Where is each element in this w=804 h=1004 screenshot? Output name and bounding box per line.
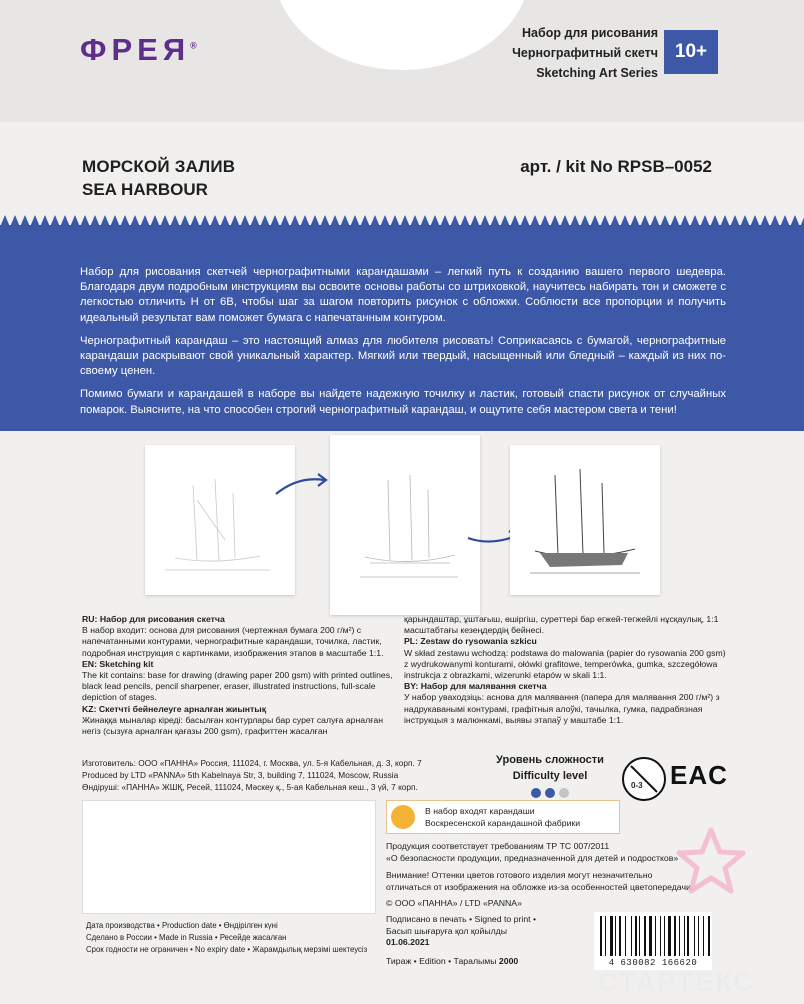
contents-ru-heading: RU: Набор для рисования скетча <box>82 614 225 624</box>
barcode-bar <box>664 916 665 956</box>
pencil-note-line-1: В набор входят карандаши <box>425 806 535 816</box>
difficulty-dot-filled <box>545 788 555 798</box>
compliance-line-1: Продукция соответствует требованиям ТР ТС 007/2011 <box>386 841 610 851</box>
contents-kz-heading: KZ: Скетчті бейнелеуге арналған жиынтық <box>82 703 267 714</box>
arrow-icon-1 <box>272 470 332 500</box>
signed-to-print-kz: Басып шығаруға қол қойылды <box>386 925 507 936</box>
compliance-info <box>386 841 726 910</box>
product-title-ru: МОРСКОЙ ЗАЛИВ <box>82 157 236 176</box>
contents-by-heading: BY: Набор для малявання скетча <box>404 681 547 692</box>
contents-by-text: У набор уваходзіць: аснова для малявання (папера для малявання 200 г/м²) з надрукаванымі контурамі, графітныя алоўкі, тачылка, гумка, падрабязная інструкцыя з малюнкамі, выявы этапаў у маштабе 1:1. <box>404 692 720 725</box>
pencil-factory-text <box>425 805 580 829</box>
print-date: 01.06.2021 <box>386 937 430 947</box>
product-title-en: SEA HARBOUR <box>82 180 208 199</box>
contents-pl-heading: PL: Zestaw do rysowania szkicu <box>404 636 537 647</box>
expiry-label: Срок годности не ограничен • No expiry date • Жарамдылық мерзімі шектеусіз <box>86 945 368 954</box>
contents-en-text: The kit contains: base for drawing (drawing paper 200 gsm) with printed outlines, black lead pencils, pencil sharpener, eraser, illustrated instructions, full-scale depiction of stages. <box>82 670 393 703</box>
barcode-bar <box>655 916 656 956</box>
contents-kz-text: Жинаққа мыналар кіреді: басылған контурлары бар сурет салуға арналған негіз (сызуға арналған қағазы 200 gsm), графиттен жасалған <box>82 714 383 737</box>
edition-info <box>386 956 586 968</box>
description-paragraph-3: Помимо бумаги и карандашей в наборе вы найдете надежную точилку и ластик, готовый спасти рисунок от случайных помарок. Выясните, на что способен строгий чернографитный карандаш, и ощутите себя мастером света и тени! <box>80 388 726 416</box>
series-line-2: Чернографитный скетч <box>512 46 658 60</box>
age-0-3-warning-icon <box>622 757 666 801</box>
barcode-bar <box>703 916 704 956</box>
age-badge: 10+ <box>664 30 718 74</box>
sketch-stage-3 <box>510 445 660 595</box>
difficulty-label-en: Difficulty level <box>512 770 588 782</box>
contents-en-heading: EN: Sketching kit <box>82 658 154 669</box>
watermark-text: СТАРТЕКС <box>598 967 755 997</box>
manufacturer-info <box>82 757 482 793</box>
barcode-bar <box>625 916 626 956</box>
description-paragraph-1: Набор для рисования скетчей чернографитными карандашами – легкий путь к созданию вашего первого шедевра. Благодаря двум подробным инструкциям вы освоите основы работы со штриховкой, научитесь набирать тон и сможете с легкостью отличить H от 6B, чтобы шаг за шагом повторить рисунок с обложки. Соблюсти все пропорции и получить идеальный результат вам поможет бумага с напечатанным контуром. <box>80 266 726 324</box>
print-info <box>386 914 586 967</box>
description-paragraph-2: Чернографитный карандаш – это настоящий алмаз для любителя рисовать! Соприкасаясь с бумагой, чернографитные карандаши раскрывают свой уникальный характер. Мягкий или твердый, насыщенный или бледный – каждый из них по-своему ценен. <box>80 334 726 378</box>
barcode-bar <box>605 916 606 956</box>
barcode-bar <box>660 916 661 956</box>
signed-to-print-label: Подписано в печать • Signed to print • <box>386 914 537 924</box>
edition-count: 2000 <box>498 955 519 966</box>
difficulty-dot-filled <box>531 788 541 798</box>
barcode-bar <box>649 916 652 956</box>
barcode-bar <box>610 916 613 956</box>
barcode-number: 4 630082 166620 <box>608 958 698 968</box>
series-line-1: Набор для рисования <box>522 26 658 40</box>
series-line-3: Sketching Art Series <box>536 66 658 80</box>
barcode-bar <box>679 916 680 956</box>
contents-right-column <box>404 614 726 726</box>
blank-label-area <box>82 800 376 914</box>
barcode-bar <box>639 916 640 956</box>
barcode-bar <box>708 916 710 956</box>
production-date-label: Дата производства • Production date • Өндірілген күні <box>86 921 278 930</box>
barcode-bar <box>615 916 616 956</box>
manufacturer-en: Produced by LTD «PANNA» 5th Kabelnaya Str, 3, building 7, 111024, Moscow, Russia <box>82 770 399 780</box>
manufacturer-ru: Изготовитель: ООО «ПАННА» Россия, 111024, г. Москва, ул. 5-я Кабельная, д. 3, корп. 7 <box>82 758 422 768</box>
difficulty-level <box>490 752 610 798</box>
compliance-line-2: «О безопасности продукции, предназначенной для детей и подростков» <box>386 852 679 863</box>
barcode-bar <box>644 916 646 956</box>
pencil-note-line-2: Воскресенской карандашной фабрики <box>425 818 581 828</box>
zigzag-edge <box>0 215 804 227</box>
edition-label: Тираж • Edition • Таралымы <box>386 955 497 966</box>
barcode-bar <box>635 916 637 956</box>
description-text <box>80 265 726 426</box>
barcode-bar <box>668 916 671 956</box>
difficulty-label-ru: Уровень сложности <box>496 754 604 766</box>
difficulty-dot-empty <box>559 788 569 798</box>
barcode-bar <box>684 916 685 956</box>
manufacturer-kz: Өндіруші: «ПАННА» ЖШҚ, Ресей, 111024, Мәскеу қ., 5-ая Кабельная кеш., 3 үй, 7 корп. <box>82 782 418 792</box>
sketch-stage-3-drawing <box>510 445 660 595</box>
warning-age-text: 0-3 <box>631 781 643 790</box>
sketch-stage-1-drawing <box>145 445 295 595</box>
barcode-bar <box>600 916 602 956</box>
barcode-bar <box>687 916 689 956</box>
barcode-bar <box>631 916 632 956</box>
difficulty-dots <box>490 788 610 798</box>
copyright-text: © ООО «ПАННА» / LTD «PANNA» <box>386 898 522 908</box>
series-info <box>512 23 658 83</box>
barcode <box>594 912 712 970</box>
barcode-bar <box>619 916 621 956</box>
sketch-stage-2-drawing <box>330 435 480 615</box>
contents-pl-text: W skład zestawu wchodzą: podstawa do malowania (papier do rysowania 200 gsm) z wydrukowanymi konturami, ołówki grafitowe, temperówka, gumka, szczegółowa instrukcja z obrazkami, wizerunki etapów w skali 1:1. <box>404 647 726 681</box>
sketch-stage-1 <box>145 445 295 595</box>
notice-line-2: отличаться от изображения на обложке из-за особенностей цветопередачи. <box>386 881 694 892</box>
kit-number: арт. / kit No RPSB–0052 <box>520 157 712 176</box>
contents-left-column <box>82 614 402 737</box>
made-in-label: Сделано в России • Made in Russia • Ресейде жасалған <box>86 933 287 942</box>
production-dates <box>86 920 386 956</box>
description-panel <box>0 225 804 431</box>
barcode-bar <box>698 916 699 956</box>
contents-ru-text: В набор входит: основа для рисования (чертежная бумага 200 г/м²) с напечатанными контурами, чернографитные карандаши, точилка, ластик, подробная инструкция с картинками, изображения этапов в масштабе 1:1. <box>82 625 384 658</box>
pencil-factory-note <box>386 800 620 834</box>
contents-kz-text-continued: қарындаштар, ұштағыш, өшіргіш, суреттері бар егжей-тегжейлі нұсқаулық, 1:1 масштабтағы кезеңдердің бейнесі. <box>404 614 719 636</box>
notice-line-1: Внимание! Оттенки цветов готового изделия могут незначительно <box>386 870 653 880</box>
watermark-star-icon <box>676 826 746 896</box>
eac-mark: EAC <box>670 760 728 790</box>
sketch-stage-2 <box>330 435 480 615</box>
barcode-bar <box>694 916 695 956</box>
pencil-factory-logo-icon <box>391 805 415 829</box>
barcode-bar <box>674 916 676 956</box>
brand-logo: ФРЕЯ® <box>80 32 202 67</box>
